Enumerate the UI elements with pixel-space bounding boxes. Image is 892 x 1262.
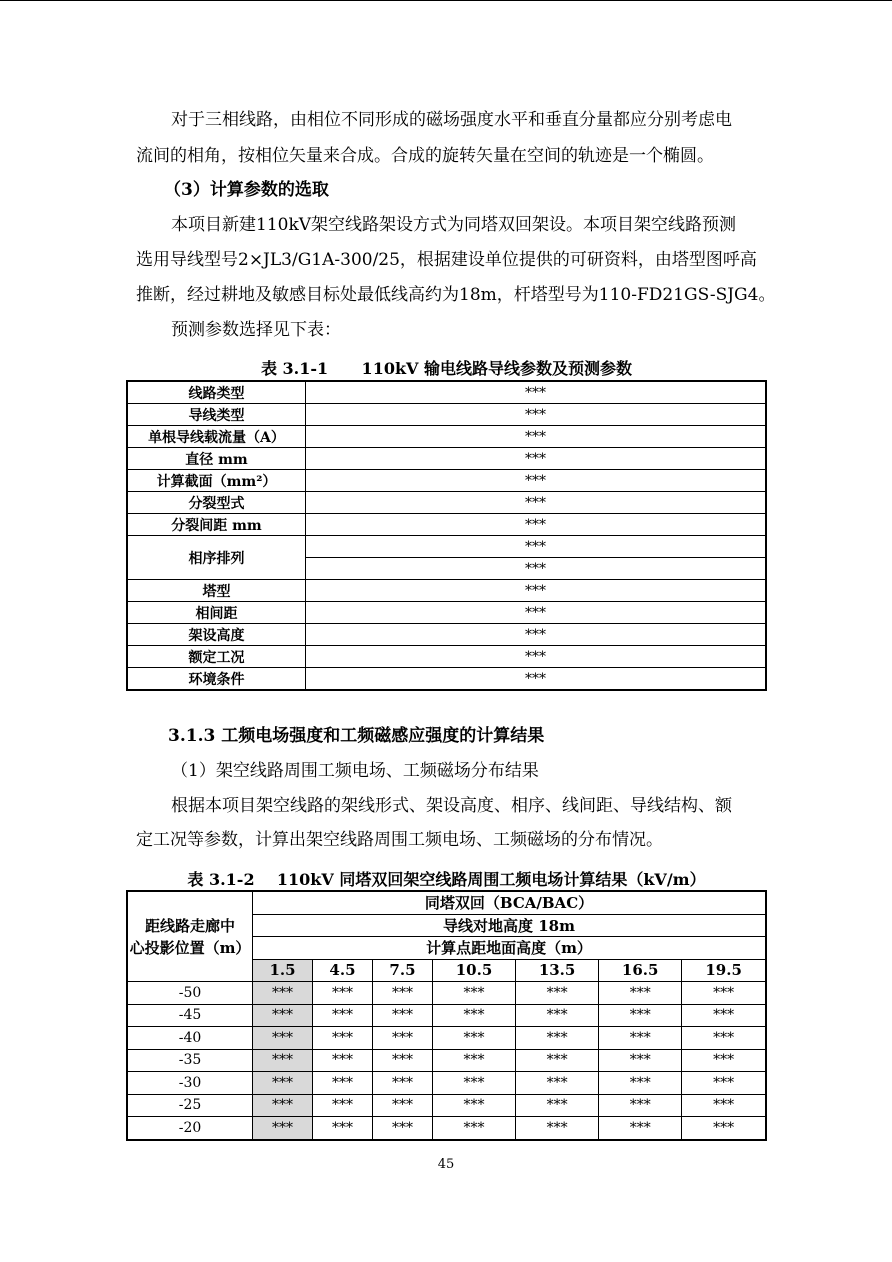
- param-value: ***: [306, 448, 767, 470]
- param-label: 导线类型: [127, 404, 306, 426]
- field-value-cell: ***: [372, 1072, 432, 1095]
- field-value-cell: ***: [253, 982, 313, 1005]
- param-value: ***: [306, 536, 767, 558]
- field-value-cell: ***: [599, 1004, 682, 1027]
- param-value: ***: [306, 624, 767, 646]
- paragraph-params-intro: 预测参数选择见下表：: [171, 320, 341, 340]
- table-header-row: [127, 891, 766, 914]
- field-value-cell: ***: [312, 1004, 372, 1027]
- height-column-header: 16.5: [599, 959, 682, 982]
- paragraph-result-heading: （1）架空线路周围工频电场、工频磁场分布结果: [171, 761, 539, 781]
- table-row: [127, 404, 766, 426]
- param-label: 分裂型式: [127, 492, 306, 514]
- param-label: 额定工况: [127, 646, 306, 668]
- field-value-cell: ***: [372, 1004, 432, 1027]
- height-column-header: 7.5: [372, 959, 432, 982]
- field-value-cell: ***: [682, 1072, 766, 1095]
- field-value-cell: ***: [432, 1094, 515, 1117]
- field-value-cell: ***: [432, 982, 515, 1005]
- field-value-cell: ***: [682, 1094, 766, 1117]
- field-value-cell: ***: [516, 1072, 599, 1095]
- table-row: [127, 624, 766, 646]
- param-label: 单根导线载流量（A）: [127, 426, 306, 448]
- field-value-cell: ***: [372, 1094, 432, 1117]
- conductor-height-header: 导线对地高度 18m: [253, 914, 767, 937]
- field-value-cell: ***: [312, 1117, 372, 1140]
- paragraph-three-phase-line2: 流间的相角，按相位矢量来合成。合成的旋转矢量在空间的轨迹是一个椭圆。: [136, 146, 714, 166]
- param-label: 分裂间距 mm: [127, 514, 306, 536]
- table-row: [127, 982, 766, 1005]
- param-label: 环境条件: [127, 668, 306, 691]
- calc-height-header: 计算点距地面高度（m）: [253, 937, 767, 960]
- param-label: 相间距: [127, 602, 306, 624]
- param-label: 架设高度: [127, 624, 306, 646]
- table-row: [127, 536, 766, 558]
- param-value: ***: [306, 558, 767, 580]
- param-value: ***: [306, 580, 767, 602]
- paragraph-project-line1: 本项目新建110kV架空线路架设方式为同塔双回架设。本项目架空线路预测: [171, 215, 737, 235]
- paragraph-three-phase-line1: 对于三相线路，由相位不同形成的磁场强度水平和垂直分量都应分别考虑电: [171, 110, 732, 130]
- position-column-header: [127, 891, 253, 982]
- conductor-params-table: [126, 380, 767, 691]
- param-value: ***: [306, 381, 767, 404]
- height-column-header: 1.5: [253, 959, 313, 982]
- table-row: [127, 1094, 766, 1117]
- field-value-cell: ***: [599, 1117, 682, 1140]
- field-value-cell: ***: [253, 1049, 313, 1072]
- field-value-cell: ***: [516, 1049, 599, 1072]
- position-cell: -40: [127, 1027, 253, 1050]
- paragraph-calc-line2: 定工况等参数，计算出架空线路周围工频电场、工频磁场的分布情况。: [136, 830, 663, 850]
- field-value-cell: ***: [516, 1094, 599, 1117]
- field-value-cell: ***: [599, 1072, 682, 1095]
- position-cell: -35: [127, 1049, 253, 1072]
- param-value: ***: [306, 470, 767, 492]
- position-cell: -30: [127, 1072, 253, 1095]
- paragraph-calc-line1: 根据本项目架空线路的架线形式、架设高度、相序、线间距、导线结构、额: [171, 796, 732, 816]
- table-row: [127, 646, 766, 668]
- field-value-cell: ***: [312, 1027, 372, 1050]
- param-label: 相序排列: [127, 536, 306, 580]
- field-value-cell: ***: [516, 1117, 599, 1140]
- param-value: ***: [306, 492, 767, 514]
- table-row: [127, 448, 766, 470]
- height-column-header: 19.5: [682, 959, 766, 982]
- param-value: ***: [306, 602, 767, 624]
- table-row: [127, 1027, 766, 1050]
- table-row: [127, 514, 766, 536]
- field-value-cell: ***: [682, 1004, 766, 1027]
- field-value-cell: ***: [253, 1072, 313, 1095]
- field-value-cell: ***: [599, 1027, 682, 1050]
- height-column-header: 4.5: [312, 959, 372, 982]
- table-row: [127, 602, 766, 624]
- height-column-header: 10.5: [432, 959, 515, 982]
- param-label: 计算截面（mm²）: [127, 470, 306, 492]
- field-value-cell: ***: [432, 1004, 515, 1027]
- table2-caption: 表 3.1-2 110kV 同塔双回架空线路周围工频电场计算结果（kV/m）: [187, 870, 706, 889]
- field-value-cell: ***: [682, 1027, 766, 1050]
- position-cell: -25: [127, 1094, 253, 1117]
- table-row: [127, 580, 766, 602]
- page-top-rule: [0, 0, 892, 1]
- position-cell: -45: [127, 1004, 253, 1027]
- height-column-header: 13.5: [516, 959, 599, 982]
- field-value-cell: ***: [432, 1049, 515, 1072]
- field-value-cell: ***: [432, 1027, 515, 1050]
- field-value-cell: ***: [599, 982, 682, 1005]
- field-value-cell: ***: [682, 1117, 766, 1140]
- param-value: ***: [306, 668, 767, 691]
- table1-caption: 表 3.1-1 110kV 输电线路导线参数及预测参数: [260, 359, 633, 378]
- field-value-cell: ***: [312, 1049, 372, 1072]
- field-value-cell: ***: [372, 1027, 432, 1050]
- param-value: ***: [306, 404, 767, 426]
- table-row: [127, 1004, 766, 1027]
- field-value-cell: ***: [372, 982, 432, 1005]
- circuit-config-header: 同塔双回（BCA/BAC）: [253, 891, 767, 914]
- field-value-cell: ***: [599, 1049, 682, 1072]
- field-value-cell: ***: [253, 1004, 313, 1027]
- table-row: [127, 1072, 766, 1095]
- page-number: 45: [437, 1157, 455, 1172]
- position-cell: -20: [127, 1117, 253, 1140]
- field-value-cell: ***: [312, 1072, 372, 1095]
- field-value-cell: ***: [253, 1117, 313, 1140]
- field-value-cell: ***: [432, 1117, 515, 1140]
- paragraph-project-line3: 推断，经过耕地及敏感目标处最低线高约为18m，杆塔型号为110-FD21GS-SJG4。: [136, 285, 776, 305]
- heading-calc-params: （3）计算参数的选取: [164, 180, 329, 200]
- param-label: 线路类型: [127, 381, 306, 404]
- field-value-cell: ***: [253, 1094, 313, 1117]
- param-value: ***: [306, 426, 767, 448]
- field-value-cell: ***: [682, 1049, 766, 1072]
- position-cell: -50: [127, 982, 253, 1005]
- field-value-cell: ***: [599, 1094, 682, 1117]
- position-header-line: 心投影位置（m）: [129, 938, 251, 957]
- paragraph-project-line2: 选用导线型号2×JL3/G1A-300/25，根据建设单位提供的可研资料，由塔型图呼高: [136, 250, 757, 270]
- table-row: [127, 1117, 766, 1140]
- param-label: 直径 mm: [127, 448, 306, 470]
- electric-field-results-table: [126, 890, 767, 1141]
- field-value-cell: ***: [372, 1049, 432, 1072]
- field-value-cell: ***: [312, 1094, 372, 1117]
- param-label: 塔型: [127, 580, 306, 602]
- field-value-cell: ***: [682, 982, 766, 1005]
- field-value-cell: ***: [253, 1027, 313, 1050]
- field-value-cell: ***: [516, 982, 599, 1005]
- field-value-cell: ***: [432, 1072, 515, 1095]
- table-row: [127, 426, 766, 448]
- table-row: [127, 492, 766, 514]
- position-header-line: 距线路走廊中: [144, 916, 235, 935]
- param-value: ***: [306, 514, 767, 536]
- table-row: [127, 381, 766, 404]
- field-value-cell: ***: [312, 982, 372, 1005]
- field-value-cell: ***: [372, 1117, 432, 1140]
- heading-section-3-1-3: 3.1.3 工频电场强度和工频磁感应强度的计算结果: [168, 726, 545, 746]
- table-row: [127, 1049, 766, 1072]
- param-value: ***: [306, 646, 767, 668]
- field-value-cell: ***: [516, 1027, 599, 1050]
- table-row: [127, 470, 766, 492]
- field-value-cell: ***: [516, 1004, 599, 1027]
- table-row: [127, 668, 766, 691]
